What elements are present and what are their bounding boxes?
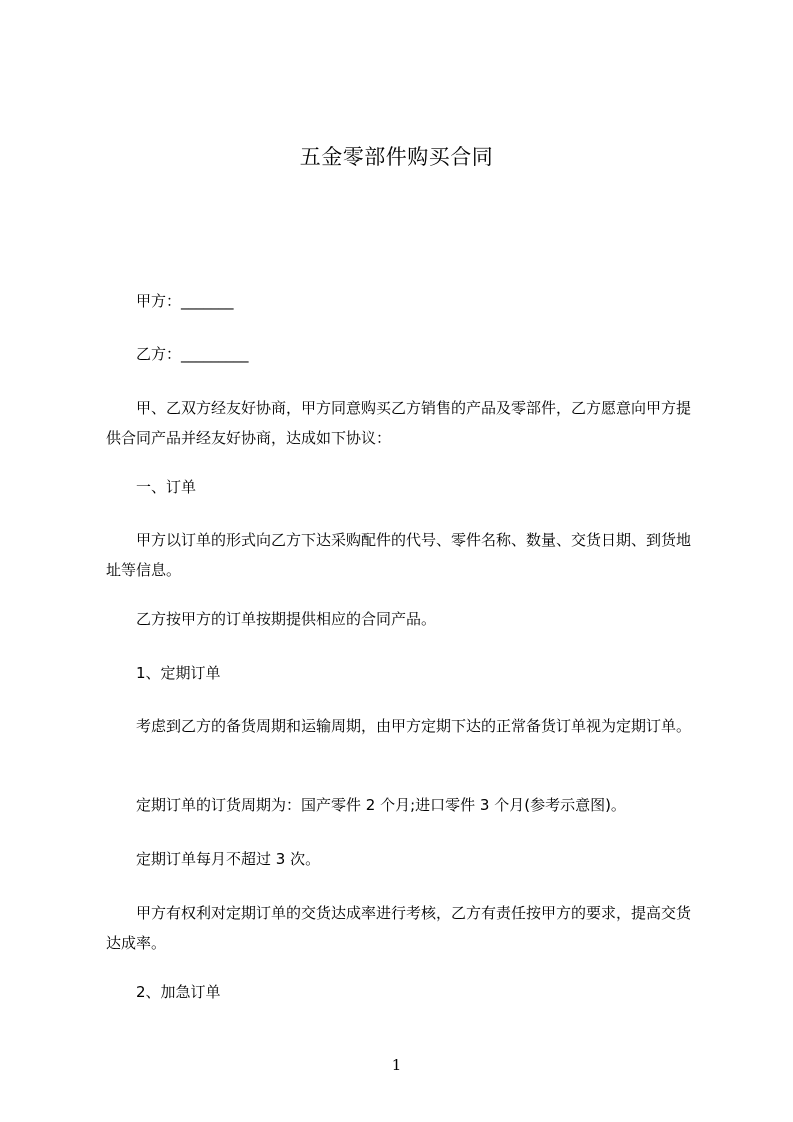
preamble-paragraph: 甲、乙双方经友好协商，甲方同意购买乙方销售的产品及零部件，乙方愿意向甲方提供合同产品并经友好协商，达成如下协议：: [106, 399, 692, 447]
regular-orders-paragraph: 考虑到乙方的备货周期和运输周期，由甲方定期下达的正常备货订单视为定期订单。: [136, 717, 692, 735]
document-title: 五金零部件购买合同: [299, 145, 494, 169]
subsection-heading-regular-orders: 1、定期订单: [136, 664, 221, 682]
orders-paragraph: 甲方以订单的形式向乙方下达采购配件的代号、零件名称、数量、交货日期、到货地址等信息。: [106, 531, 692, 579]
supply-paragraph: 乙方按甲方的订单按期提供相应的合同产品。: [136, 610, 437, 628]
delivery-rate-paragraph: 甲方有权利对定期订单的交货达成率进行考核，乙方有责任按甲方的要求，提高交货达成率。: [106, 904, 692, 952]
order-frequency-paragraph: 定期订单每月不超过 3 次。: [136, 850, 321, 868]
subsection-heading-urgent-orders: 2、加急订单: [136, 983, 221, 1001]
order-cycle-paragraph: 定期订单的订货周期为：国产零件 2 个月;进口零件 3 个月(参考示意图)。: [136, 796, 626, 814]
party-b-line: 乙方：_________: [136, 345, 249, 363]
section-heading-orders: 一、订单: [136, 478, 197, 496]
party-a-line: 甲方：_______: [136, 292, 234, 310]
page-number: 1: [391, 1056, 402, 1074]
